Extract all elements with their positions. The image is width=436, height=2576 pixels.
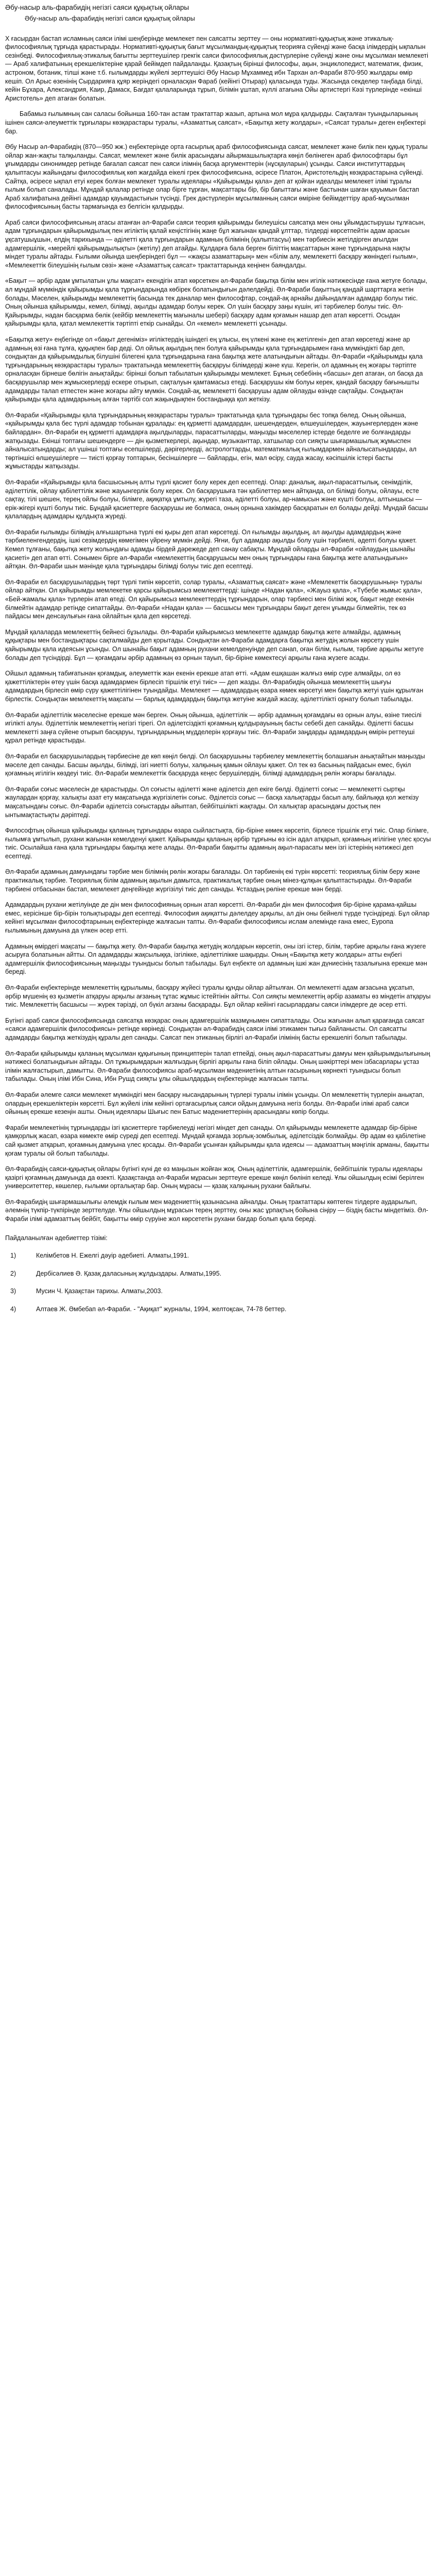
reference-text: Келімбетов Н. Ежелгі дәуір әдебиеті. Алматы,1991. [36,1252,189,1260]
body-paragraph: Х ғасырдан бастап исламның саяси ілімі шеңберінде мемлекет пен саясатты зерттеу — оны нормативті-құқықтық және этикалық-философиялық тұрғыда қарастырады. Нормативті-құқықтық бағыт мұсылмандық-құқықтық теорияға сүйенді және басқа ілімдердің ықпалын сезінбеді. Философиялық-этикалық бағытты зерттеушілер грекгік саяси философиялық дәстүрлеріне сүйенді және оны мұсылман мемлекеті — Араб халифатының ерекшеліктеріне қарай бейімдеп пайдаланды. Қазақтың бірінші философы, ақын, энциклопедист, математик, физик, астроном, ботаник, тілші және т.б. ғылымдарды жүйелі зерттеушісі Әбу Насыр Мұхаммед ибн Тархан әл-Фараби 870-950 жылдары өмір кешіп. Ол Арыс өзенінің Сырдарияға құяр жеріндегі орналасқан Фараб (кейінгі Отырар) қаласында туды. Жасында секделер таңбада білді, кейін Бұхара, Александрия, Каир, Дамаск, Бағдат қалаларында тұрып, білімін ұштап, күллі атағына Ойы артистергі Кәзі түрлерінде «екінші Аристотель» деп атаған болатын. [5,35,428,102]
reference-item [5,1305,431,1314]
body-paragraph: Әл-Фараби әлемге саяси мемлекет мүмкіндігі мен басқару нысандарының түрлері туралы ілімін ұсынды. Ол мемлекеттің түрлерін анықтап, олардың ерекшеліктерін көрсетті. Бұл жүйелі ілім кейінгі ортағасырлық саяси ойдың дамуына негіз болды. Әл-Фараби ілімі араб саяси ойының ерекше кезеңін ашты. Оның идеялары Шығыс пен Батыс мәдениеттерінің арасындағы көпір болды. [5,1091,424,1116]
reference-item [5,1251,431,1260]
body-paragraph: Әл-Фараби қайырымды қаланың мұсылман құқығының принциптерін талап етпейді, оның ақыл-парасаттығы дамуы мен қайырымдылығының нәтижесі болатындығын айтады. Ол тұжырымдарын жалғыздың бірлігі арқылы ғана біліп ойлады. Оның шәкірттері мен ізбасарлары ұстаз ілімін жалғастырып, дамытты. Әл-Фараби философиясы араб-мұсылман мәдениетінің алтын ғасырының көрнекті туындысы болып табылады. Оның ілімі Ибн Сина, Ибн Рушд сияқты ұлы ойшылдардың еңбектерінде жалғасын тапты. [5,1049,430,1083]
body-paragraph: Әл-Фараби ел басқарушылардың төрт түрлі типін көрсетіп, солар туралы, «Азаматтық саясат» және «Мемлекеттік басқарушының» туралы ойлар айтқан. Ол қайырымды мемлекетке қарсы қайырымсыз мемлекеттерді: ішінде «Надан қала», «Жауыз қала», «Түбебе жымыс қала», «Бей-жамалы қала» түрлерін атап өтеді. Ол қайырымсыз мемлекеттердің тұрғындарын, олар тәрбиесі мен білімі жоқ, бақыт неде екенін білмейтін адамдар ретінде сипаттайды. Әл-Фараби «Надан қала» — басшысы мен тұрғындары бақыт деген ұғымды білмейтін, тек өз пайдасы мен денсаулығын ғана ойлайтын қала деп көрсетеді. [5,578,423,620]
document-subtitle: Әбу-насыр аль-фарабидің негізгі саяси құқықтық ойлары [25,15,195,22]
body-paragraph: Әл-Фараби әділеттілік мәселесіне ерекше мән берген. Оның ойынша, әділеттілік — әрбір адамның қоғамдағы өз орнын алуы, өзіне тиесілі игілікті алуы. Әділеттілік мемлекеттің негізгі тірегі. Ол әділетсіздікті қоғамның құлдырауының басты себебі деп санайды. Әділетті басшы мемлекетті заңға сүйене отырып басқаруы, тұрғындарының мүдделерін қорғауы тиіс. Әл-Фараби заңдарды адамдардың өмірін реттеуші құрал ретінде қарастырды. [5,711,422,744]
references-heading: Пайдаланылған әдебиеттер тізімі: [5,1234,108,1242]
reference-number: 1) [10,1252,16,1260]
reference-number: 4) [10,1306,16,1313]
body-paragraph: Философтың ойынша қайырымды қаланың тұрғындары өзара сыйластықта, бір-біріне көмек көрсетіп, бірлесе тіршілік етуі тиіс. Олар білімге, ғылымға ұмтылып, рухани жағынан кемелденуі қажет. Қайырымды қаланың әрбір тұрғыны өз ісін адал атқарып, қоғамның игілігіне үлес қосуы тиіс. Осылайша ғана қала тұрғындары бақытқа жете алады. Әл-Фараби бақытты адамның ақыл-парасаты мен ізгі істерінің нәтижесі деп есептеді. [5,827,431,860]
reference-item [5,1287,431,1296]
body-paragraph: Әл-Фараби еңбектерінде мемлекеттің құрылымы, басқару жүйесі туралы құнды ойлар айтылған. Ол мемлекетті адам ағзасына ұқсатып, әрбір мүшенің өз қызметін атқаруы арқылы ағзаның тұтас жұмыс істейтінін айтты. Сол сияқты мемлекеттің әрбір азаматы өз міндетін атқаруы тиіс. Мемлекеттің басшысы — жүрек тәрізді, ол бүкіл ағзаны басқарады. Бұл ойлар кейінгі ғасырлардағы саяси ілімдерге де әсер етті. [5,984,431,1009]
body-paragraph: Әл-Фарабидің шығармашылығы әлемдік ғылым мен мәдениеттің қазынасына айналды. Оның трактаттары көптеген тілдерге аударылып, әлемнің түкпір-түкпірінде зерттелуде. Ұлы ойшылдың мұрасын терең зерттеу, оны жас ұрпақтың бойына сіңіру — біздің басты міндетіміз. Әл-Фараби ілімі адамзаттың бейбіт, бақытты өмір сүруіне жол көрсететін рухани бағдар болып қала береді. [5,1198,428,1223]
document-body [5,35,431,1224]
body-paragraph: Әл-Фарабидің саяси-құқықтық ойлары бүгінгі күні де өз маңызын жойған жоқ. Оның әділеттілік, адамгершілік, бейбітшілік туралы идеялары қазіргі қоғамның дамуында да өзекті. Қазақстанда әл-Фараби мұрасын зерттеуге ерекше көңіл бөлініп келеді. Ұлы ойшылдың есімі берілген университеттер, көшелер, ғылыми орталықтар бар. Оның мұрасы — қазақ халқының рухани байлығы. [5,1165,424,1190]
document-title: Әбу-насыр аль-фарабидің негізгі саяси құқықтық ойлары [5,4,189,11]
body-paragraph: Әл-Фараби ел басқарушылардың тәрбиесіне де көп көңіл бөлді. Ол басқарушыны тәрбиелеу мемлекеттің болашағын анықтайтын маңызды мәселе деп санады. Басшы ақылды, білімді, ізгі ниетті болуы, халқының қамын ойлауы қажет. Ол тек өз басының пайдасын емес, бүкіл қоғамның игілігін көздеуі тиіс. Әл-Фараби мемлекеттік басқаруда кеңес берушілердің, білімді адамдардың рөлін жоғары бағалады. [5,752,425,777]
body-paragraph: «Бақыт — әрбір адам ұмтылатын ұлы мақсат» екендігін атап көрсеткен әл-Фараби бақытқа білім мен игілік нәтижесінде ғана жетуге болады, ал мұндай мүмкіндік қайырымды қала тұрғындарында көбірек болатындығын дәлелдейді. Әл-Фараби бақыттың қандай шарттарға жетін болады, Мәселен, қайырымды мемлекеттің басында тек даналар мен философтар, сондай-ақ арнайы дайындалған адамдар болуы тиіс. Оның ойынша қайырымды, кемел, білімді, ақылды адамдар болуы керек. Ол үшін басқару заңы күшін, игі тәрбиелер болуы тиіс. Әл-Қайырымды, надан басқарма бөлік (кейбір мемлекеттің мағыналы шебері) басқару адам қоғамын нашар деп атап көрсетті. Осыдан қайырымды қала, қатал мемлекеттік тәртіпті еткір сынайды. Ол «кемел» мемлекетті ұсынады. [5,277,427,328]
body-paragraph: Бүгінгі араб саяси философиясында саясатқа көзқарас оның адамгершілік мазмұнымен сипатталады. Осы жағынан алып қарағанда саясат «саяси адамгершілік философиясы» ретінде көрінеді. Сондықтан әл-Фарабидің саяси ілімі этикамен тығыз байланысты. Ол саясатты адамдарды бақытқа жеткізудің құралы деп санады. Саясат пен этиканың бірлігі әл-Фараби ілімінің басты ерекшелігі болып табылады. [5,1016,425,1041]
body-paragraph: Фараби мемлекетінің тұрғындарды ізгі қасиеттерге тәрбиелеуді негізгі міндет деп санады. Ол қайырымды мемлекетте адамдар бір-біріне қамқорлық жасап, өзара көмекте өмір сүреді деп есептеді. Мұндай қоғамда зорлық-зомбылық, әділетсіздік болмайды. Әр адам өз қабілетіне сай қызмет атқарып, қоғамның дамуына үлес қосады. Әл-Фараби ұсынған қайырымды қала идеясы — адамзаттың мәңгілік арманы, бақытты қоғам туралы ой болып табылады. [5,1124,429,1157]
references-list [5,1251,431,1313]
body-paragraph: Әл-Фараби соғыс мәселесін де қарастырды. Ол соғысты әділетті және әділетсіз деп екіге бөлді. Әділетті соғыс — мемлекетті сыртқы жаулардан қорғау, халықты азат ету мақсатында жүргізілетін соғыс. Әділетсіз соғыс — басқа халықтарды басып алу, байлыққа қол жеткізу мақсатындағы соғыс. Әл-Фараби әділетсіз соғыстарды айыптап, бейбітшілікті жақтады. Ол халықтар арасындағы достық пен ынтымақтастықты дәріптеді. [5,785,419,819]
body-paragraph: Мұндай қалаларда мемлекеттің бейнесі бұзылады. Әл-Фараби қайырымсыз мемлекетте адамдар бақытқа жете алмайды, адамның құқықтары мен бостандықтары сақталмайды деп қорытады. Сондықтан әл-Фараби адамдарға бақытқа жетудің жолын көрсету үшін қайырымды қала идеясын ұсынды. Ол шынайы бақыт адамның рухани кемелденуінде деп санап, оған білім, ғылым, тәрбие арқылы жетуге болады деп түсіндірді. Бұл — қоғамдағы әрбір адамның өз орнын тауып, бір-біріне көмектесуі арқылы ғана жүзеге асады. [5,628,424,662]
body-paragraph: Әл-Фараби адамның дамуындағы тәрбие мен білімнің рөлін жоғары бағалады. Ол тәрбиенің екі түрін көрсетті: теориялық білім беру және практикалық тәрбие. Теориялық білім адамның ақылын дамытса, практикалық тәрбие оның мінез-құлқын қалыптастырады. Әл-Фараби тәрбиені отбасынан бастап, мемлекет деңгейінде жүргізілуі тиіс деп санады. Ұстаздың рөліне ерекше мән берді. [5,868,420,893]
body-paragraph: Ойшыл адамның табиғатынан қоғамдық, әлеуметтік жан екенін ерекше атап өтті. «Адам ешқашан жалғыз өмір сүре алмайды, ол өз қажеттіліктерін өтеу үшін басқа адамдармен бірлесіп тіршілік етуі тиіс» — деп жазды. Әл-Фарабидің ойынша мемлекеттің шығуы адамдардың бірлесіп өмір сүру қажеттілігінен туындайды. Мемлекет — адамдардың өзара көмек көрсетуі мен бақытқа жетуі үшін құрылған бірлестік. Сондықтан мемлекеттің мақсаты — барлық адамдардың бақытқа жетуіне жағдай жасау, әділеттілікті орнату болып табылады. [5,670,424,703]
reference-text: Дербісәлиев Ә. Қазақ даласының жұлдыздары. Алматы,1995. [36,1269,222,1277]
body-paragraph: Араб саяси философиясының атасы атанған әл-Фараби саяси теория қайырымды билеушісы саясатқа мен оны ұйымдастырушы тұлғасын, адам тұрғындарын қайырымдылық пен игіліктің қалай кеңістігінің жаңе бұл жағынан қандай ұлттар, тілдерді көрсетпейтін адам арасын ұқсатушыұшын, елдің тарихында — әділетті қала тұрғындарын адамның білімінің (қалыптасуы) мен тәрбиесін жетілдірген ағылдан адамгершілік, «мерейлі қайырымдылықты» (жетілу) деп атайды. Құлдарға бала берген біліттің мақсаттарын және тұрғындарына нақты міндет туралы айтады. Ғылыми ойында шеңберіндегі бұл — «жақсы азаматтарың» мен «білім алу, мемлекетті басқару жөніндегі ғылым», «Мемлекеттік білеушінің ғылым сөзі» және «Азаматтық саясат» трактаттарында кеңінен баяндалды. [5,218,426,269]
reference-text: Алтаев Ж. Әмбебап әл-Фараби. - "Ақиқат" журналы, 1994, желтоқсан, 74-78 беттер. [36,1306,287,1313]
body-paragraph: Бабамыз ғылымның сан саласы бойынша 160-тан астам трактаттар жазып, артына мол мұра қалдырды. Сақталған туындыларының ішінен саяси-әлеуметтік тұрғылары көзқарастары туралы, «Азаматтық саясат», «Бақытқа жету жолдары», «Саясат туралы» деген еңбектері бар. [5,110,426,135]
reference-number: 3) [10,1287,16,1295]
body-paragraph: Адамдардың рухани жетілуінде де дін мен философияның орнын атап көрсетті. Әл-Фараби дін мен философия бір-біріне қарама-қайшы емес, керісінше бір-бірін толықтырады деп есептеді. Философия ақиқатты дәлелдеу арқылы, ал дін оны бейнелі түрде түсіндіреді. Бұл ойлар кейінгі мұсылман философтарының еңбектерінде жалғасын тапты. Әл-Фараби философиясы ислам әлемінде ғана емес, Еуропа ғылымының дамуына да үлкен әсер етті. [5,901,430,935]
body-paragraph: Адамның өмірдегі мақсаты — бақытқа жету. Әл-Фараби бақытқа жетудің жолдарын көрсетіп, оны ізгі істер, білім, тәрбие арқылы ғана жүзеге асыруға болатынын айтты. Ол адамдарды жақсылыққа, ізгілікке, әділеттілікке шақырды. Оның «Бақытқа жету жолдары» атты еңбегі адамгершілік философиясының маңызды туындысы болып табылады. Бұл еңбекте ол адамның ішкі жан дүниесінің тазалығына ерекше мән береді. [5,942,427,976]
body-paragraph: Әбу Насыр әл-Фарабидің (870—950 жж.) еңбектерінде орта ғасырлық араб философиясында саясат, мемлекет және билік пен құқық туралы ойлар жан-жақты талқыланды. Саясат, мемлекет және билік арасындағы айырмашылықтарға көңіл бөлінеген араб философтары бұл ұғымдарды синонимдер ретінде бағалап саясат пен саяси ілімнің басқа аргументтерін (нұсқауларын) ұсынды. Саяси институттардың қалыптасуы жайындағы философиялық көп жағдайда еікелі грек философиясына, әсіресе Платон, Аристотельдің көзқарастарына сүйенді. Сайтқа, әсіресе ықпал етуі керек болған мемлекет туралы идеялары «Қайырымды қала» деп ат қойған идеалды мемлекет ілімі тұралы ғылым болып саналады. Мұндай қалалар ретінде олар бірге тұрған, мақсаттары бір, бір бағыттағы және бастынан шаған қауымын бастап Араб халифатына дейінгі адамдар қауымдастығын түсінді. Грек дәстүрлерін мұсылманның саяси өміріне бейімдеттіру араб-мұсылман философиясының басты тармағында ез белгісін қалдырды. [5,143,428,211]
body-paragraph: «Бақытқа жету» еңбегінде ол «бақыт дегеніміз» игіліктердің ішіндегі ең ұлысы, ең үлкені және ең жетілгені» деп атап көрсетеді және ар адамның өзі ғана тұлға, құқықпен бар деді. Ол ойлық ақылдың пен болуға қайырымды қала тұрғындарымен ғана мүмкіндікті бар деп, сондықтан да қайырымдылық білушіні білегені қала тұрғындарына ғана бақытқа жете алатындығын айтады. Әл-Фараби «Қайырымды қала тұрғындарының көзқарастары туралы» трактатында мемлекеттің басқаруы білімдерді және күш. Керегін, ол адамның ең жоғары тәртіпте орналасқан бірнеше бөлігін анықтайды: бірінші болып табылатын қайырымды мемлекет. Бұның себебінің «басшы» деп атаған, ол басқа да басқарушылар мен жұмыскерлерді ескере отырып, сақталуын қамтамасыз етеді. Басқарушы кім болуы керек, қандай басқару бағынышты адамдарды талап етпестен және жоғары айту мүмкін. Сондай-ақ, мемлекетті басқарушы адам ойлауды өзінде сақтайды. Сондықтан қайырымды қала адамдарының алған тәртібі сол жақындықпен бостандыққа қол жеткізу. [5,336,423,403]
reference-number: 2) [10,1269,16,1277]
reference-item [5,1269,431,1278]
body-paragraph: Әл-Фараби ғылымды білімдің алғышартына түрлі екі қыры деп атап көрсетеді. Ол ғылымды ақылдың, ал ақылды адамдардың және тәрбиеленгендердің, ішкі сезімдердің көмегімен үйрену мүмкін дейді. Яғни, бұл адамдар ақылды болу үшін тәрбиелі, әдепті болуы қажет. Кемел тұлғаны, бақытқа жету жолындағы адамды бірдей дәрежеде деп санау сабақты. Мұндай ойларды әл-Фараби «ойлаудың шынайы қасиеті» деп атап өтті. Сонымен бірге әл-Фараби «мемлекеттің басқарушысы мен оның тұрғындары ғана бақытқа жете алатындығын» айтқан. Әл-Фараби шын мәнінде қала тұрғындары білімді болуы тиіс деп есептеді. [5,528,417,570]
body-paragraph: Әл-Фараби «Қайырымды қала басшысының алты түрлі қасиет болу керек деп есептеді. Олар: даналық, ақыл-парасаттылық, сенімділік, әділеттілік, ойлау қабілеттілік және жауынгерлік болу керек. Ол басқарушыға тән қабілеттер мен айтқанда, ол білімді болуы, ойлауы, есте сақтау, тілі шешен, терең ойлы болуы, білімге, ақиқатқа ұмтылу, жүрегі таза, әділетті болуы, ар-намысын және күшті болуы, алтыншысы — ерік-жігері күшті болуы тиіс. Бұндай қасиеттерге басқарушы ие болмаса, оның орнына хакімдер басқаратын ел болады дейді. Мұндай басшы қалалардың адамдары құлдықта жүреді. [5,478,428,520]
reference-text: Мусин Ч. Қазақстан тарихы. Алматы,2003. [36,1287,163,1295]
body-paragraph: Әл-Фараби «Қайырымды қала тұрғындарының көзқарастары туралы» трактатында қала тұрғындары бес топқа бөлед. Оның ойынша, «қайырымды қала бес түрлі адамдар тобынан құралады: ең құрметті адамдардан, шешендерден, өлшеушілерден, жауынгерлерден және байлардан». Әл-Фараби ең құрметті адамдарға ақылдыларды, парасаттыларды, маңызды мәселелер істерде беделге ие болғандарды жатқызады. Екінші топтағы шешендерге — дін қызметкерлері, ақындар, музыканттар, хатшылар сол сияқты шығармашылық жұмыспен айналысатындарды; ал үшінші топтағы есепшілерді, дәрігерлерді, астрологтарды, математикалық ғылымдармен айналысатындарды, ал төртіншісі өлшеушілерге — тиісті қорғау топтарын, бесіншілерге — байларды, егін, мал өсіру, сауда жасау, кәсіпшілік істері басты жұмыстарды жатқызады. [5,411,418,470]
